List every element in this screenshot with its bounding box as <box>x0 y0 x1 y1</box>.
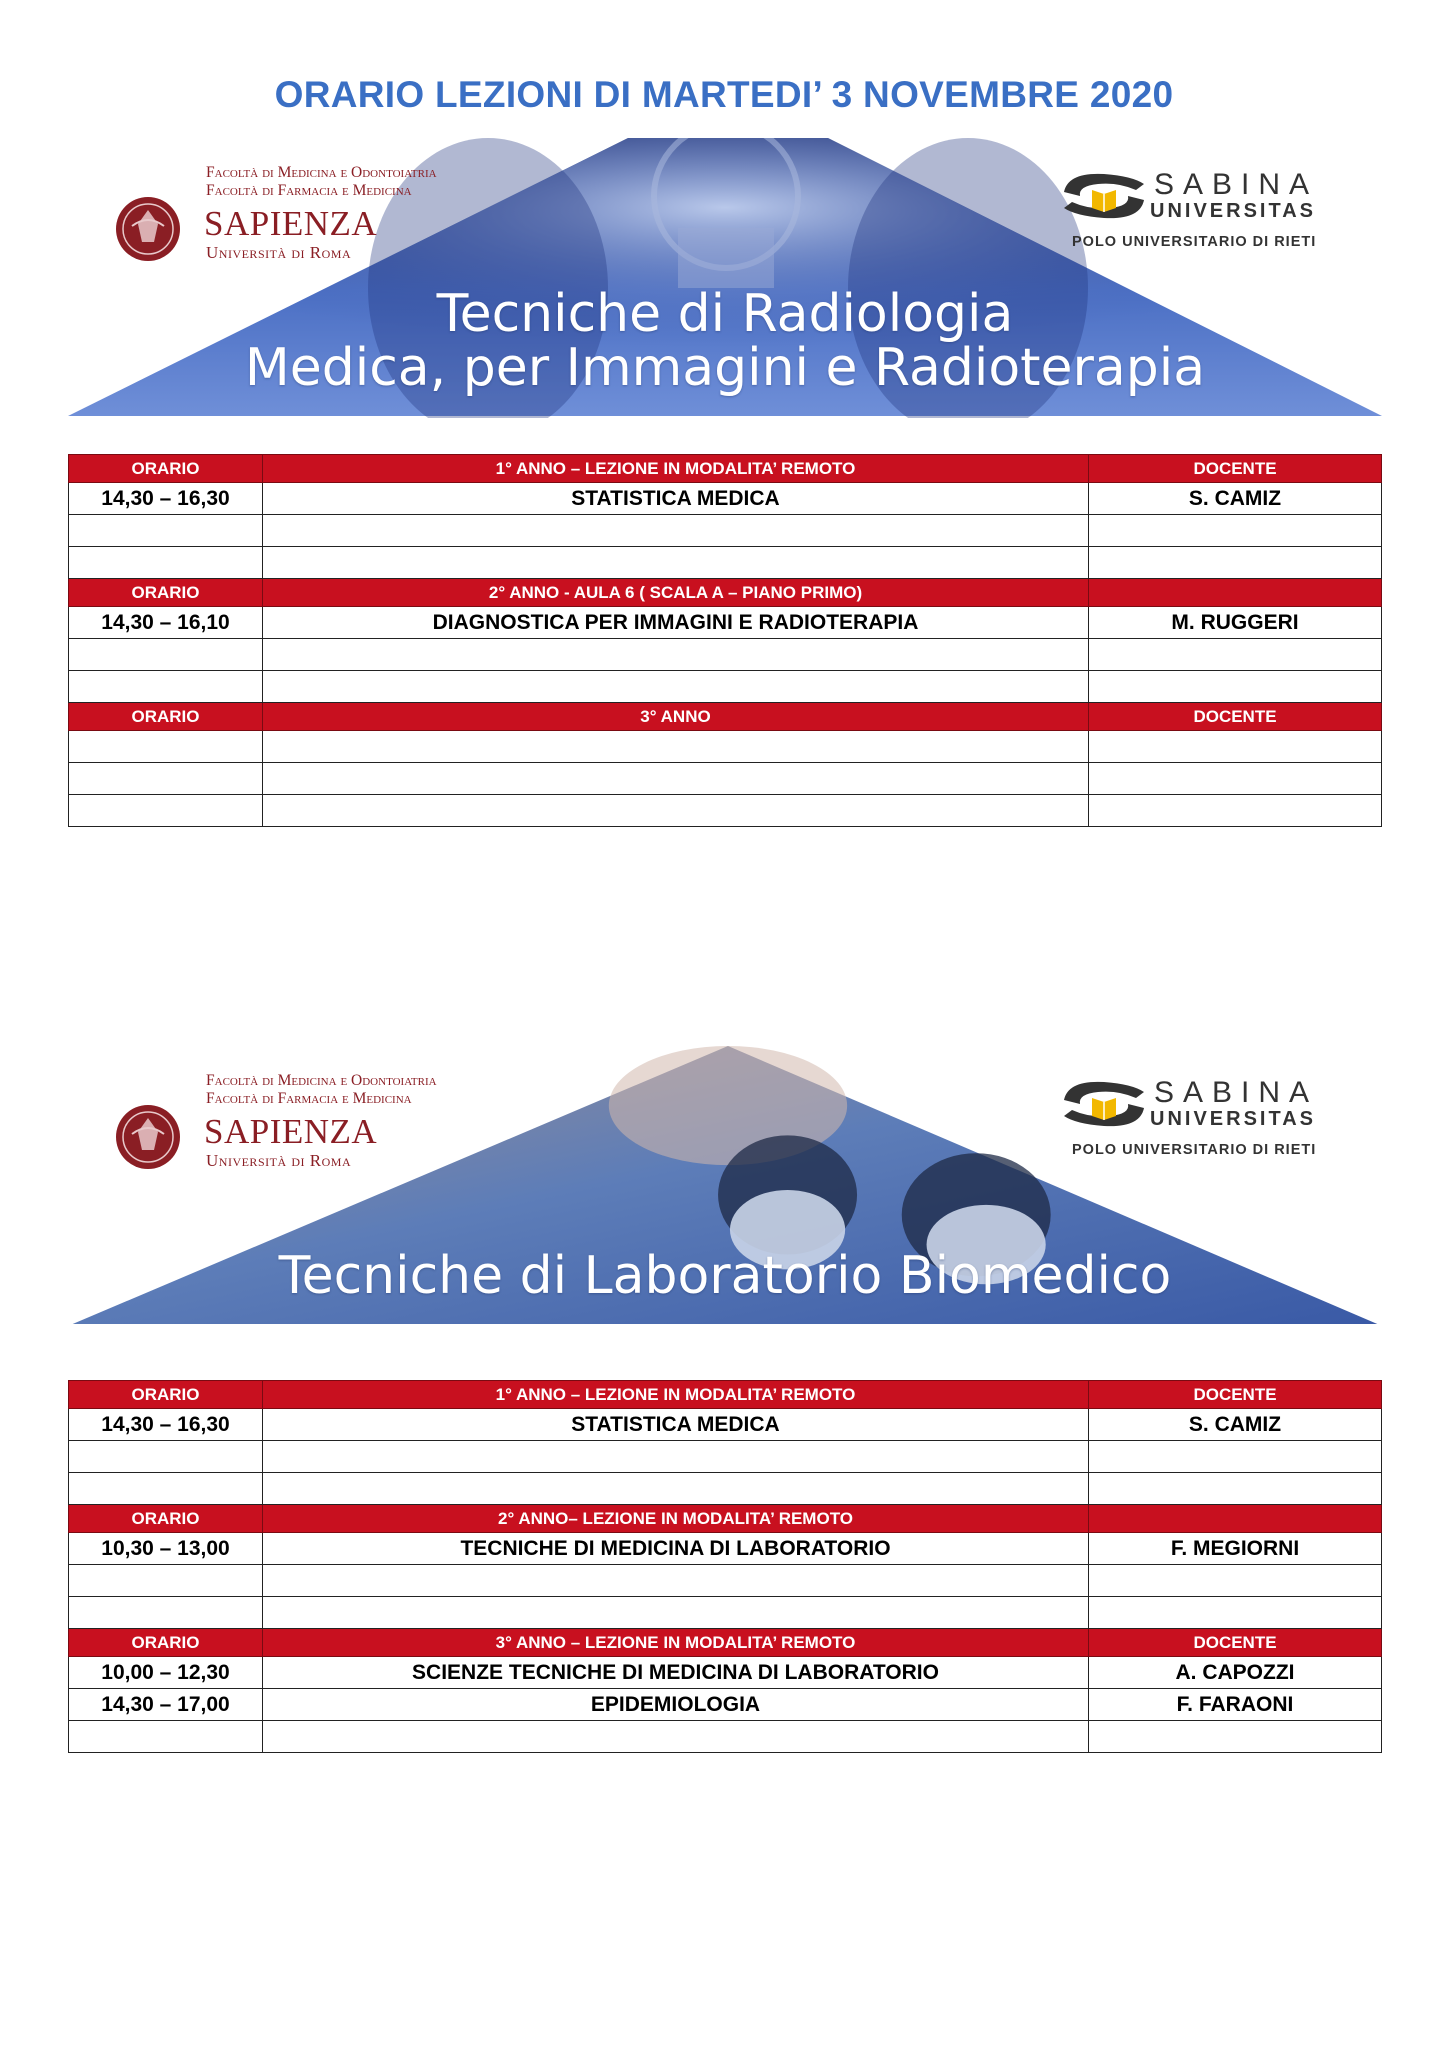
orario-cell <box>69 639 263 671</box>
table-row <box>69 1409 1382 1441</box>
faculty-line-1: Facoltà di Medicina e Odontoiatria <box>206 1072 437 1089</box>
sapienza-name: SAPIENZA <box>204 1112 378 1151</box>
orario-header: ORARIO <box>69 455 263 483</box>
orario-cell <box>69 763 263 795</box>
orario-cell <box>69 1565 263 1597</box>
year-label: 1° ANNO – LEZIONE IN MODALITA’ REMOTO <box>263 455 1089 483</box>
docente-cell <box>1089 1721 1382 1753</box>
docente-header: DOCENTE <box>1089 703 1382 731</box>
docente-cell <box>1089 1597 1382 1629</box>
orario-cell: 14,30 – 16,30 <box>69 1409 263 1441</box>
orario-header: ORARIO <box>69 703 263 731</box>
course-title-line-1: Tecniche di Laboratorio Biomedico <box>278 1246 1172 1306</box>
faculty-line-2: Facoltà di Farmacia e Medicina <box>206 182 412 199</box>
orario-cell: 10,00 – 12,30 <box>69 1657 263 1689</box>
course-banner-radiologia <box>68 138 1382 418</box>
year-header <box>69 1381 1382 1409</box>
sapienza-seal-icon <box>114 1098 182 1176</box>
year-header <box>69 1629 1382 1657</box>
docente-header: DOCENTE <box>1089 1629 1382 1657</box>
schedule-table-laboratorio <box>68 1380 1382 1753</box>
orario-cell <box>69 671 263 703</box>
course-banner-laboratorio <box>68 1046 1382 1328</box>
table-row <box>69 1689 1382 1721</box>
lezione-cell <box>263 1597 1089 1629</box>
sapienza-seal-icon <box>114 190 182 268</box>
lezione-cell <box>263 1721 1089 1753</box>
docente-cell <box>1089 671 1382 703</box>
sapienza-name: SAPIENZA <box>204 204 378 243</box>
sabina-logo <box>1058 1074 1358 1164</box>
lezione-cell <box>263 1565 1089 1597</box>
sapienza-logo <box>92 148 452 288</box>
lezione-cell: SCIENZE TECNICHE DI MEDICINA DI LABORATORIO <box>263 1657 1089 1689</box>
sabina-name: SABINA <box>1154 1076 1319 1109</box>
table-row <box>69 1441 1382 1473</box>
sabina-name: SABINA <box>1154 168 1319 201</box>
lezione-cell <box>263 1473 1089 1505</box>
orario-cell: 14,30 – 16,30 <box>69 483 263 515</box>
orario-cell <box>69 515 263 547</box>
orario-cell: 14,30 – 17,00 <box>69 1689 263 1721</box>
lezione-cell: DIAGNOSTICA PER IMMAGINI E RADIOTERAPIA <box>263 607 1089 639</box>
table-row <box>69 607 1382 639</box>
sabina-polo: POLO UNIVERSITARIO DI RIETI <box>1072 234 1317 250</box>
docente-header: DOCENTE <box>1089 455 1382 483</box>
orario-cell <box>69 731 263 763</box>
docente-cell: F. FARAONI <box>1089 1689 1382 1721</box>
docente-cell <box>1089 1441 1382 1473</box>
table-row <box>69 731 1382 763</box>
table-row <box>69 1657 1382 1689</box>
table-row <box>69 483 1382 515</box>
docente-cell <box>1089 515 1382 547</box>
lezione-cell <box>263 795 1089 827</box>
table-row <box>69 763 1382 795</box>
sabina-book-icon <box>1058 166 1150 226</box>
docente-cell <box>1089 731 1382 763</box>
year-header <box>69 455 1382 483</box>
table-row <box>69 547 1382 579</box>
orario-header: ORARIO <box>69 1629 263 1657</box>
sapienza-subtitle: Università di Roma <box>206 243 352 262</box>
orario-cell: 10,30 – 13,00 <box>69 1533 263 1565</box>
orario-header: ORARIO <box>69 1505 263 1533</box>
lezione-cell <box>263 515 1089 547</box>
year-header <box>69 579 1382 607</box>
docente-cell <box>1089 795 1382 827</box>
table-row <box>69 1533 1382 1565</box>
orario-cell <box>69 547 263 579</box>
year-header <box>69 1505 1382 1533</box>
docente-cell: F. MEGIORNI <box>1089 1533 1382 1565</box>
table-row <box>69 1597 1382 1629</box>
docente-cell <box>1089 1473 1382 1505</box>
lezione-cell: STATISTICA MEDICA <box>263 1409 1089 1441</box>
sabina-universitas: UNIVERSITAS <box>1150 1108 1316 1130</box>
table-row <box>69 639 1382 671</box>
table-row <box>69 515 1382 547</box>
lezione-cell <box>263 547 1089 579</box>
orario-cell: 14,30 – 16,10 <box>69 607 263 639</box>
docente-cell: S. CAMIZ <box>1089 483 1382 515</box>
sabina-polo: POLO UNIVERSITARIO DI RIETI <box>1072 1142 1317 1158</box>
table-row <box>69 1473 1382 1505</box>
docente-cell <box>1089 547 1382 579</box>
year-label: 1° ANNO – LEZIONE IN MODALITA’ REMOTO <box>263 1381 1089 1409</box>
course-title-line-1: Tecniche di Radiologia <box>436 284 1014 344</box>
lezione-cell <box>263 763 1089 795</box>
lezione-cell: STATISTICA MEDICA <box>263 483 1089 515</box>
orario-cell <box>69 1473 263 1505</box>
lezione-cell <box>263 731 1089 763</box>
lezione-cell <box>263 1441 1089 1473</box>
table-row <box>69 671 1382 703</box>
table-row <box>69 1721 1382 1753</box>
docente-cell: A. CAPOZZI <box>1089 1657 1382 1689</box>
docente-cell <box>1089 1565 1382 1597</box>
year-header <box>69 703 1382 731</box>
docente-cell <box>1089 639 1382 671</box>
docente-header: DOCENTE <box>1089 1381 1382 1409</box>
orario-header: ORARIO <box>69 579 263 607</box>
lezione-cell <box>263 639 1089 671</box>
orario-header: ORARIO <box>69 1381 263 1409</box>
docente-header <box>1089 579 1382 607</box>
course-title-line-2: Medica, per Immagini e Radioterapia <box>244 338 1206 398</box>
orario-cell <box>69 1721 263 1753</box>
table-row <box>69 1565 1382 1597</box>
orario-cell <box>69 795 263 827</box>
lezione-cell: TECNICHE DI MEDICINA DI LABORATORIO <box>263 1533 1089 1565</box>
schedule-table-radiologia <box>68 454 1382 827</box>
table-row <box>69 795 1382 827</box>
year-label: 3° ANNO <box>263 703 1089 731</box>
lezione-cell: EPIDEMIOLOGIA <box>263 1689 1089 1721</box>
orario-cell <box>69 1441 263 1473</box>
sapienza-logo <box>92 1056 452 1196</box>
docente-cell: S. CAMIZ <box>1089 1409 1382 1441</box>
year-label: 3° ANNO – LEZIONE IN MODALITA’ REMOTO <box>263 1629 1089 1657</box>
faculty-line-2: Facoltà di Farmacia e Medicina <box>206 1090 412 1107</box>
year-label: 2° ANNO– LEZIONE IN MODALITA’ REMOTO <box>263 1505 1089 1533</box>
sabina-logo <box>1058 166 1358 256</box>
docente-cell: M. RUGGERI <box>1089 607 1382 639</box>
docente-header <box>1089 1505 1382 1533</box>
sapienza-subtitle: Università di Roma <box>206 1151 352 1170</box>
orario-cell <box>69 1597 263 1629</box>
lezione-cell <box>263 671 1089 703</box>
page-title: ORARIO LEZIONI DI MARTEDI’ 3 NOVEMBRE 2020 <box>274 74 1174 115</box>
sabina-universitas: UNIVERSITAS <box>1150 200 1316 222</box>
sabina-book-icon <box>1058 1074 1150 1134</box>
faculty-line-1: Facoltà di Medicina e Odontoiatria <box>206 164 437 181</box>
year-label: 2° ANNO - AULA 6 ( SCALA A – PIANO PRIMO) <box>263 579 1089 607</box>
docente-cell <box>1089 763 1382 795</box>
